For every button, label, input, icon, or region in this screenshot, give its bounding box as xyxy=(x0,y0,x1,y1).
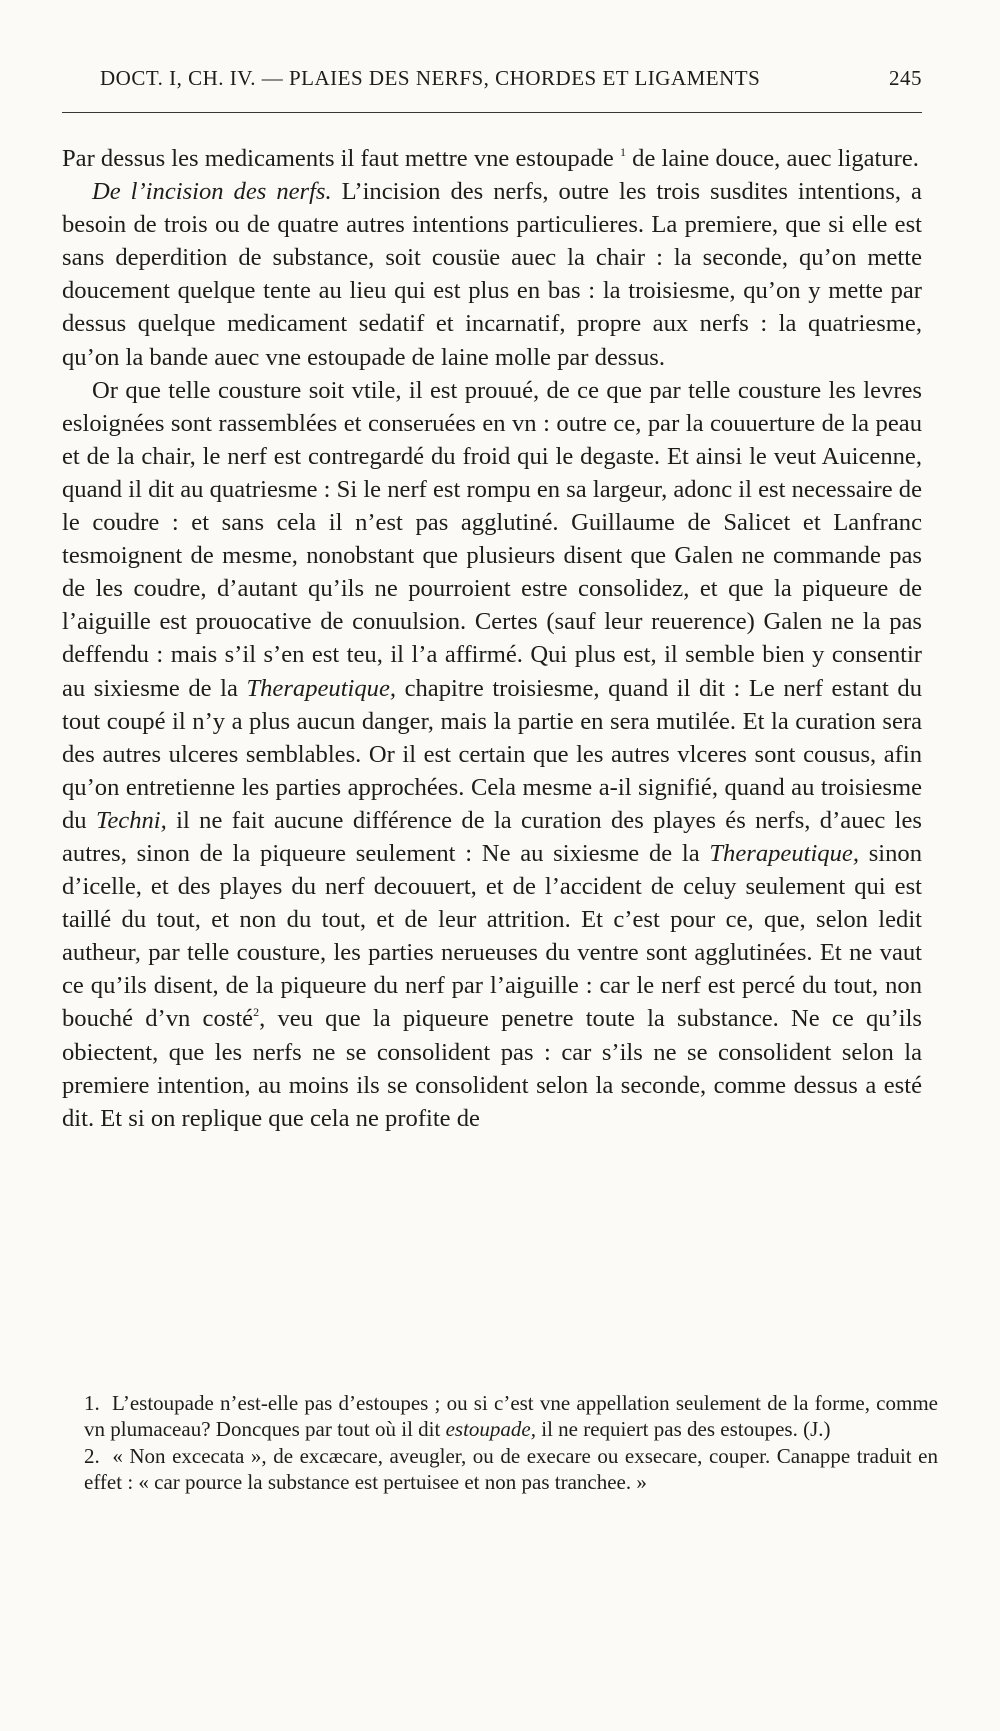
work-title: Therapeutique, xyxy=(709,839,859,867)
footnotes xyxy=(84,1391,938,1495)
header-rule xyxy=(62,112,922,113)
footnote-number: 1. xyxy=(84,1391,100,1415)
main-text xyxy=(62,142,922,1135)
work-title: Therapeutique, xyxy=(246,674,397,702)
running-title: DOCT. I, CH. IV. — PLAIES DES NERFS, CHORDES ET LIGAMENTS xyxy=(100,66,761,90)
page-number: 245 xyxy=(889,66,922,90)
footnote-2: 2. « Non excecata », de excæcare, aveugler, ou de execare ou exsecare, couper. Canappe traduit en effet : « car pource la substance est pertuisee et non pas tranchee. » xyxy=(84,1444,938,1494)
footnote-number: 2. xyxy=(84,1444,100,1468)
paragraph-3: Or que telle cousture soit vtile, il est prouué, de ce que par telle cousture les levres esloignées sont rassemblées et conseruées en vn : outre ce, par la couuerture de la peau et de la chair, le nerf est contregardé du froid qui le degaste. Et ainsi le veut Auicenne, quand il dit au quatriesme : Si le nerf est rompu en sa largeur, adonc il est necessaire de le coudre : et sans cela il n’est pas agglutiné. Guillaume de Salicet et Lanfranc tesmoignent de mesme, nonobstant que plusieurs disent que Galen ne commande pas de les coudre, d’autant qu’ils ne pourroient estre consolidez, et que la piqueure de l’aiguille est prouocative de conuulsion. Certes (sauf leur reuerence) Galen ne la pas deffendu : mais s’il s’en est teu, il l’a affirmé. Qui plus est, il semble bien y consentir au sixiesme de la Therapeutique, chapitre troisiesme, quand il dit : Le nerf estant du tout coupé il n’y a plus aucun danger, mais la partie en sera mutilée. Et la curation sera des autres ulceres semblables. Or il est certain que les autres vlceres sont cousus, afin qu’on entretienne les parties approchées. Cela mesme a-il signifié, quand au troisiesme du Techni, il ne fait aucune différence de la curation des playes és nerfs, d’auec les autres, sinon de la piqueure seulement : Ne au sixiesme de la Therapeutique, sinon d’icelle, et des playes du nerf decouuert, et de l’accident de celuy seulement qui est taillé du tout, et non du tout, et de leur attrition. Et c’est pour ce, que, selon ledit autheur, par telle cousture, les parties nerueuses du ventre sont agglutinées. Et ne vaut ce qu’ils disent, de la piqueure du nerf par l’aiguille : car le nerf est percé du tout, non bouché d’vn costé$^2$, veu que la piqueure penetre toute la substance. Ne ce qu’ils obiectent, que les nerfs ne se consolident pas : car s’ils ne se consolident selon la premiere intention, au moins ils se consolident selon la seconde, comme dessus a esté dit. Et si on replique que cela ne profite de xyxy=(62,376,923,1132)
running-header xyxy=(100,66,922,91)
paragraph-1: Par dessus les medicaments il faut mettre vne estoupade $^1$ de laine douce, auec ligature. xyxy=(62,145,919,172)
work-title: Techni, xyxy=(95,806,167,834)
section-heading: De l’incision des nerfs. xyxy=(92,178,332,206)
paragraph-2: De l’incision des nerfs. L’incision des nerfs, outre les trois susdites intentions, a besoin de trois ou de quatre autres intentions particulieres. La premiere, que si elle est sans deperdition de substance, soit cousüe auec la chair : la seconde, qu’on mette doucement quelque tente au lieu qui est plus en bas : la troisiesme, qu’on y mette par dessus quelque medicament sedatif et incarnatif, propre aux nerfs : la quatriesme, qu’on la bande auec vne estoupade de laine molle par dessus. xyxy=(62,178,922,371)
footnote-ref-1: 1 xyxy=(620,145,626,159)
footnote-1: 1. L’estoupade n’est-elle pas d’estoupes ; ou si c’est vne appellation seulement de la forme, comme vn plumaceau? Doncques par tout où il dit estoupade, il ne requiert pas des estoupes. (J.) xyxy=(84,1391,938,1441)
footnote-ref-2: 2 xyxy=(253,1005,260,1020)
